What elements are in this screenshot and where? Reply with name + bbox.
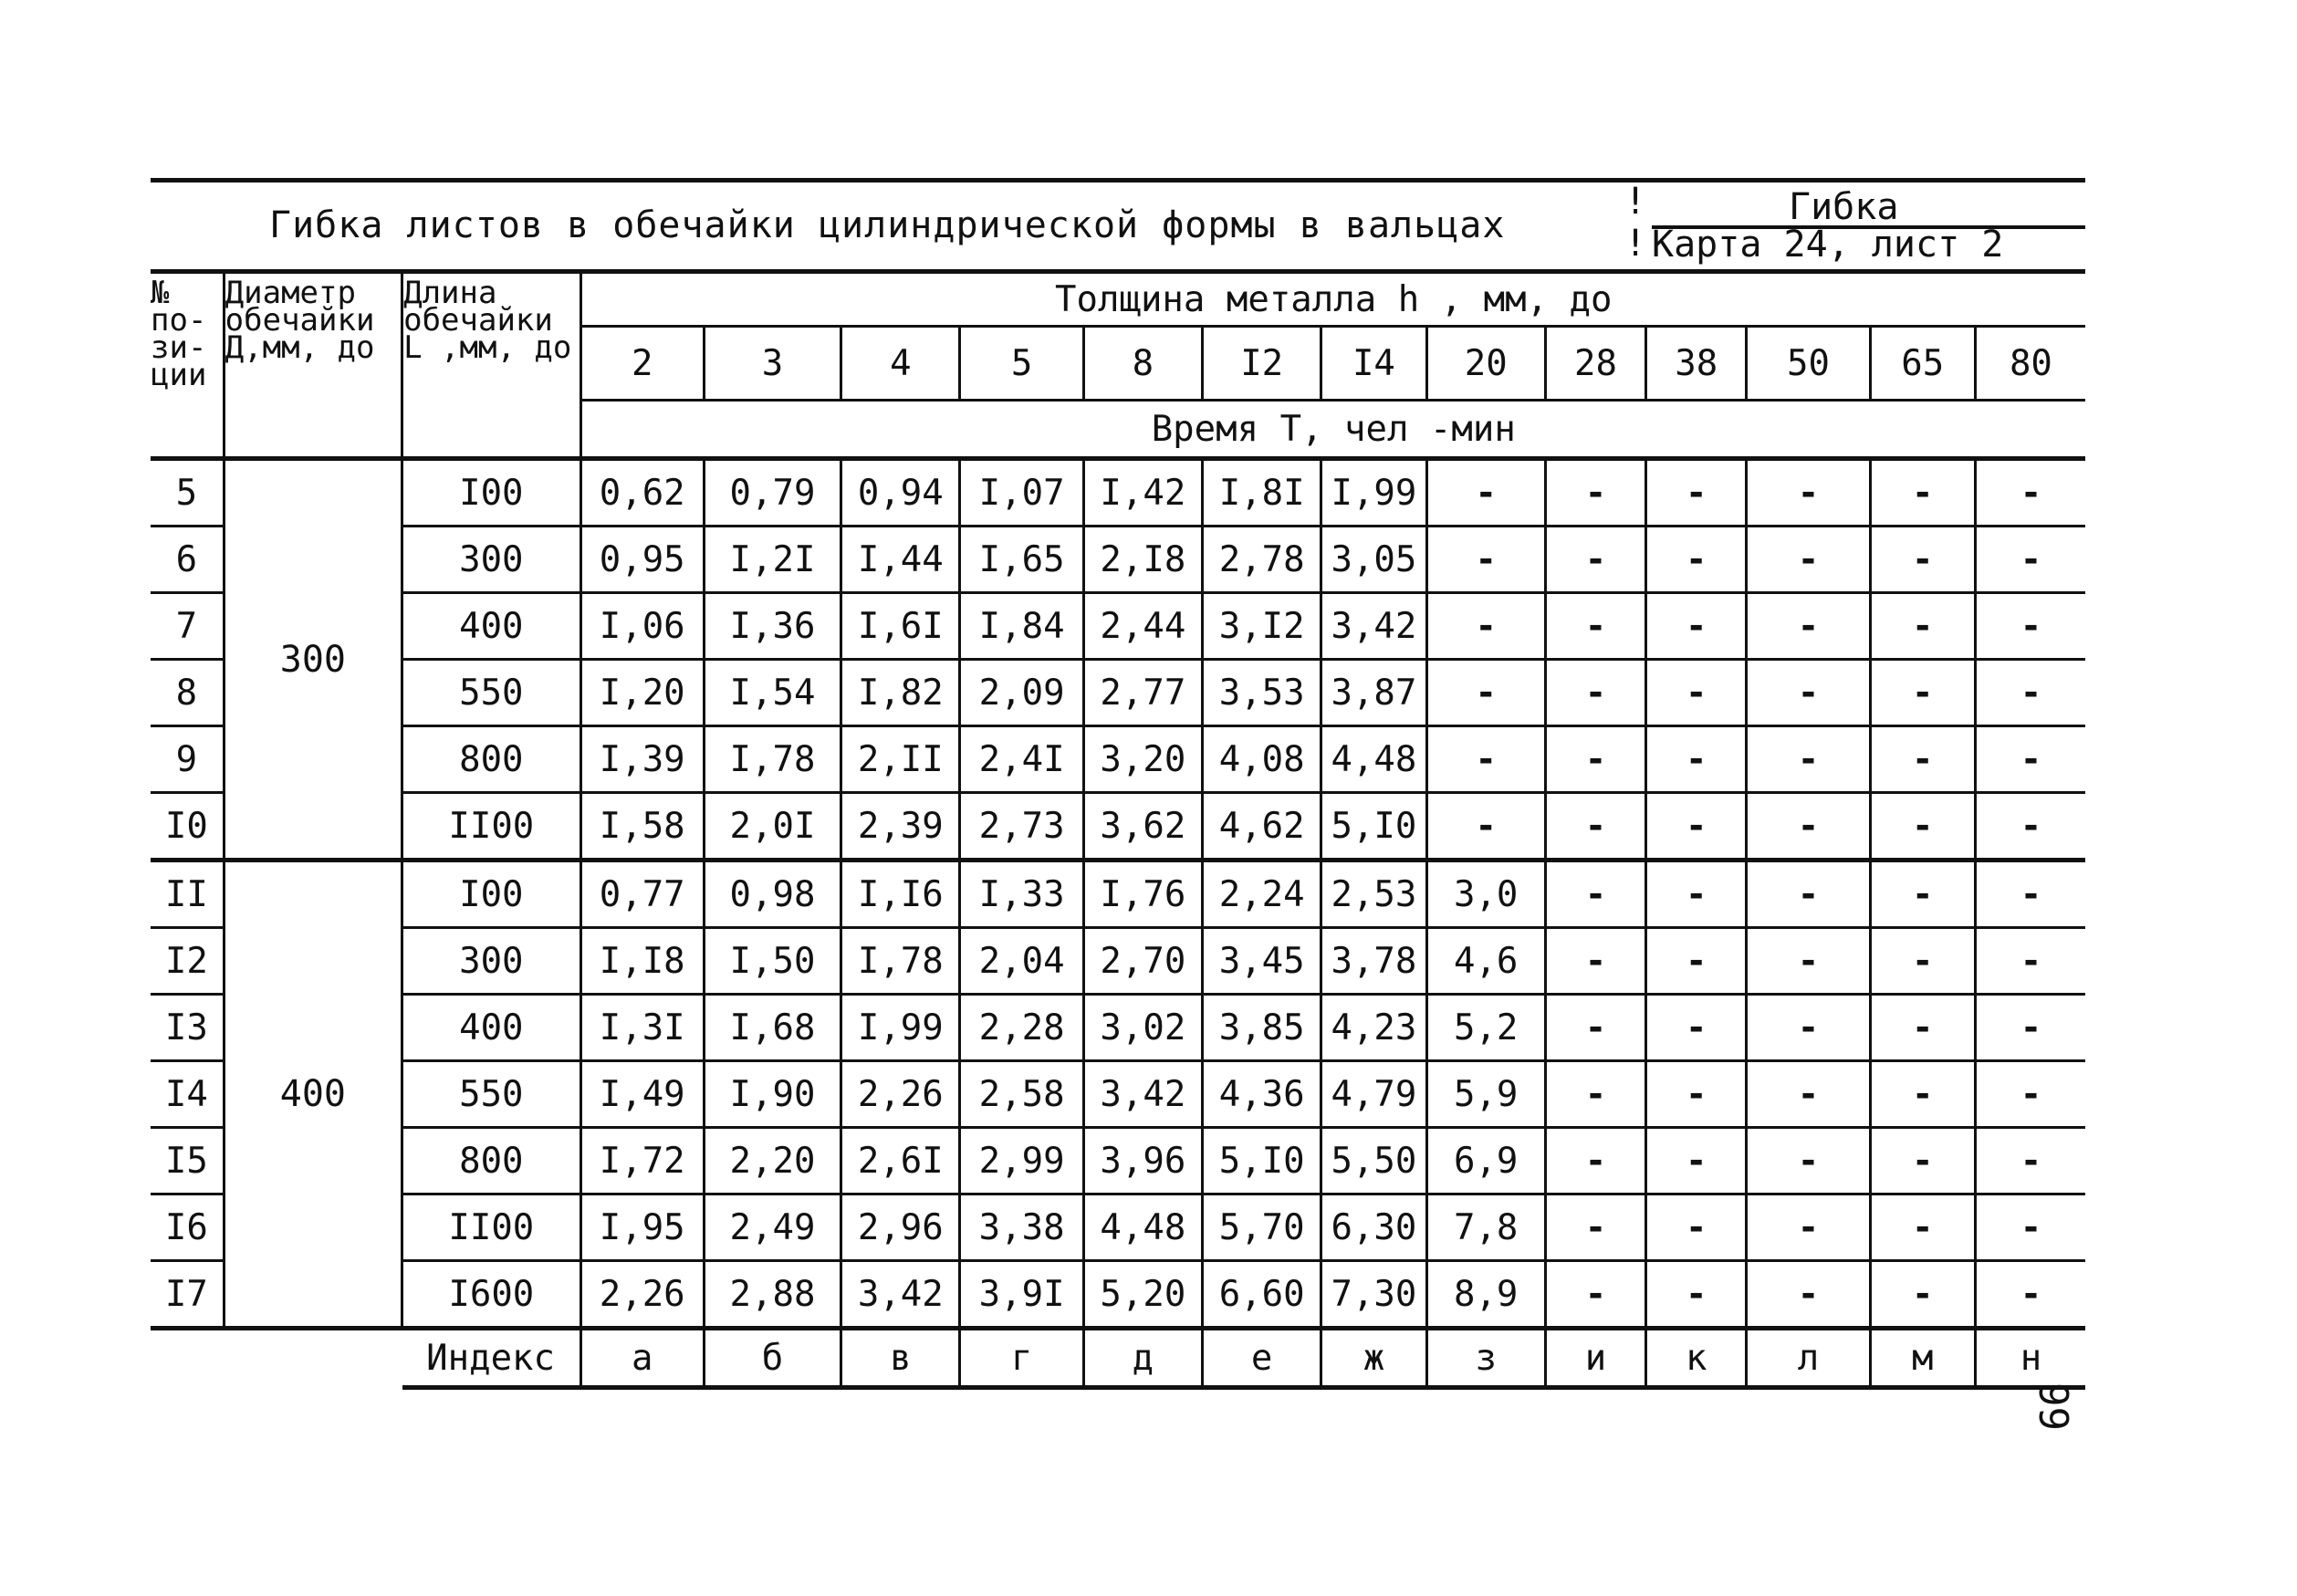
time-value: -	[1975, 861, 2085, 928]
time-value: -	[1747, 1061, 1870, 1128]
norm-card	[151, 178, 2085, 1390]
time-value: -	[1646, 660, 1747, 726]
time-value: I,49	[580, 1061, 704, 1128]
time-value: 3,9I	[960, 1261, 1083, 1329]
time-value: I,39	[580, 726, 704, 793]
thickness-value: 4	[841, 327, 960, 401]
index-letter: м	[1870, 1329, 1975, 1388]
time-value: -	[1747, 1261, 1870, 1329]
thickness-value: 2	[580, 327, 704, 401]
time-value: I,72	[580, 1128, 704, 1194]
time-value: 4,08	[1203, 726, 1321, 793]
time-value: -	[1870, 995, 1975, 1061]
index-letter: д	[1083, 1329, 1202, 1388]
length-value: 800	[402, 1128, 580, 1194]
position-number: I3	[151, 995, 224, 1061]
page-number: 99	[2030, 1382, 2076, 1431]
time-value: I,76	[1083, 861, 1202, 928]
time-value: 3,38	[960, 1194, 1083, 1261]
time-value: 8,9	[1426, 1261, 1545, 1329]
time-value: I,99	[841, 995, 960, 1061]
time-value: 4,79	[1321, 1061, 1426, 1128]
length-value: II00	[402, 1194, 580, 1261]
time-value: -	[1870, 726, 1975, 793]
time-value: 2,70	[1083, 928, 1202, 995]
time-value: I,42	[1083, 459, 1202, 527]
time-value: -	[1646, 1061, 1747, 1128]
time-value: 3,05	[1321, 527, 1426, 593]
time-value: -	[1426, 793, 1545, 861]
position-number: I0	[151, 793, 224, 861]
length-value: 300	[402, 928, 580, 995]
position-number: 5	[151, 459, 224, 527]
time-value: -	[1870, 527, 1975, 593]
time-value: -	[1975, 1194, 2085, 1261]
time-value: 5,9	[1426, 1061, 1545, 1128]
time-value: -	[1747, 793, 1870, 861]
table-row	[151, 459, 2085, 527]
time-value: -	[1975, 1061, 2085, 1128]
time-value: I,33	[960, 861, 1083, 928]
time-value: 5,50	[1321, 1128, 1426, 1194]
time-value: -	[1870, 660, 1975, 726]
length-header: Длина обечайки L ,мм, до	[402, 274, 580, 459]
table-row	[151, 793, 2085, 861]
time-value: I,84	[960, 593, 1083, 660]
time-value: 3,62	[1083, 793, 1202, 861]
time-value: I,95	[580, 1194, 704, 1261]
time-value: 2,96	[841, 1194, 960, 1261]
time-value: 3,I2	[1203, 593, 1321, 660]
time-value: 2,49	[704, 1194, 840, 1261]
length-value: I00	[402, 459, 580, 527]
time-value: -	[1646, 726, 1747, 793]
index-blank	[151, 1329, 224, 1388]
time-value: -	[1646, 527, 1747, 593]
time-value: 2,0I	[704, 793, 840, 861]
time-value: I,I8	[580, 928, 704, 995]
time-value: 2,28	[960, 995, 1083, 1061]
time-value: 2,6I	[841, 1128, 960, 1194]
index-letter: з	[1426, 1329, 1545, 1388]
index-letter: е	[1203, 1329, 1321, 1388]
time-value: 0,77	[580, 861, 704, 928]
time-value: 4,6	[1426, 928, 1545, 995]
length-value: I600	[402, 1261, 580, 1329]
time-value: I,06	[580, 593, 704, 660]
card-title: Гибка листов в обечайки цилиндрической формы в вальцах	[269, 204, 1506, 246]
time-value: -	[1975, 726, 2085, 793]
length-value: 300	[402, 527, 580, 593]
card-header	[151, 178, 2085, 274]
index-letter: н	[1975, 1329, 2085, 1388]
time-value: I,2I	[704, 527, 840, 593]
time-value: 2,I8	[1083, 527, 1202, 593]
time-value: 7,30	[1321, 1261, 1426, 1329]
time-value: 3,96	[1083, 1128, 1202, 1194]
time-value: 2,24	[1203, 861, 1321, 928]
index-letter: и	[1545, 1329, 1645, 1388]
time-value: -	[1545, 928, 1645, 995]
time-value: -	[1870, 928, 1975, 995]
position-number: I5	[151, 1128, 224, 1194]
time-value: -	[1870, 1061, 1975, 1128]
time-value: -	[1747, 1194, 1870, 1261]
time-value: 5,2	[1426, 995, 1545, 1061]
table-row	[151, 1128, 2085, 1194]
time-value: -	[1747, 1128, 1870, 1194]
position-number: I2	[151, 928, 224, 995]
time-value: 4,48	[1083, 1194, 1202, 1261]
time-value: 2,73	[960, 793, 1083, 861]
time-value: 6,9	[1426, 1128, 1545, 1194]
thickness-value: 50	[1747, 327, 1870, 401]
time-value: -	[1646, 1194, 1747, 1261]
time-value: 5,I0	[1203, 1128, 1321, 1194]
position-number: 9	[151, 726, 224, 793]
time-value: 2,26	[580, 1261, 704, 1329]
time-value: 2,39	[841, 793, 960, 861]
separator-mark: !	[1624, 181, 1647, 223]
time-value: -	[1545, 593, 1645, 660]
time-value: 6,30	[1321, 1194, 1426, 1261]
table-row	[151, 527, 2085, 593]
time-value: I,50	[704, 928, 840, 995]
time-value: 2,78	[1203, 527, 1321, 593]
length-value: 800	[402, 726, 580, 793]
time-value: -	[1545, 726, 1645, 793]
time-value: 4,36	[1203, 1061, 1321, 1128]
table-row	[151, 861, 2085, 928]
time-value: 5,I0	[1321, 793, 1426, 861]
separator-mark: !	[1624, 223, 1647, 265]
position-number: I7	[151, 1261, 224, 1329]
time-value: I,44	[841, 527, 960, 593]
time-value: -	[1747, 593, 1870, 660]
time-value: 2,53	[1321, 861, 1426, 928]
time-value: -	[1747, 459, 1870, 527]
time-value: 3,87	[1321, 660, 1426, 726]
length-value: 400	[402, 593, 580, 660]
table-row	[151, 1061, 2085, 1128]
table-row	[151, 928, 2085, 995]
length-value: 400	[402, 995, 580, 1061]
time-value: -	[1545, 459, 1645, 527]
time-value: 3,85	[1203, 995, 1321, 1061]
thickness-value: 5	[960, 327, 1083, 401]
time-unit-header: Время Т, чел -мин	[580, 401, 2085, 459]
time-value: -	[1870, 1194, 1975, 1261]
time-value: -	[1426, 660, 1545, 726]
time-value: 3,45	[1203, 928, 1321, 995]
section-name: Гибка	[1789, 186, 1899, 228]
length-value: 550	[402, 1061, 580, 1128]
time-value: -	[1975, 459, 2085, 527]
time-value: I,07	[960, 459, 1083, 527]
index-letter: г	[960, 1329, 1083, 1388]
index-letter: б	[704, 1329, 840, 1388]
time-value: -	[1975, 660, 2085, 726]
time-value: 6,60	[1203, 1261, 1321, 1329]
time-value: I,90	[704, 1061, 840, 1128]
time-value: -	[1870, 793, 1975, 861]
length-value: I00	[402, 861, 580, 928]
time-value: 3,53	[1203, 660, 1321, 726]
time-value: -	[1426, 593, 1545, 660]
position-number: 7	[151, 593, 224, 660]
table-row	[151, 593, 2085, 660]
table-row	[151, 660, 2085, 726]
diameter-header: Диаметр обечайки Д,мм, до	[224, 274, 402, 459]
time-value: 3,78	[1321, 928, 1426, 995]
time-value: -	[1646, 793, 1747, 861]
index-row	[151, 1329, 2085, 1388]
time-value: 2,88	[704, 1261, 840, 1329]
time-value: I,54	[704, 660, 840, 726]
time-value: 2,26	[841, 1061, 960, 1128]
thickness-value: 80	[1975, 327, 2085, 401]
time-value: I,68	[704, 995, 840, 1061]
time-value: -	[1975, 995, 2085, 1061]
time-value: -	[1975, 928, 2085, 995]
time-value: -	[1646, 995, 1747, 1061]
time-value: I,8I	[1203, 459, 1321, 527]
header-row	[151, 274, 2085, 327]
time-value: -	[1426, 527, 1545, 593]
thickness-value: 8	[1083, 327, 1202, 401]
thickness-value: 3	[704, 327, 840, 401]
time-value: 2,77	[1083, 660, 1202, 726]
time-value: -	[1870, 861, 1975, 928]
thickness-value: I2	[1203, 327, 1321, 401]
time-value: 0,94	[841, 459, 960, 527]
time-value: -	[1646, 1261, 1747, 1329]
diameter-value: 400	[224, 861, 402, 1329]
diameter-value: 300	[224, 459, 402, 861]
time-value: 2,99	[960, 1128, 1083, 1194]
time-value: I,65	[960, 527, 1083, 593]
time-value: -	[1870, 593, 1975, 660]
table-row	[151, 726, 2085, 793]
time-value: -	[1545, 1261, 1645, 1329]
time-value: 5,70	[1203, 1194, 1321, 1261]
time-value: -	[1870, 1261, 1975, 1329]
time-value: I,I6	[841, 861, 960, 928]
time-value: -	[1545, 861, 1645, 928]
time-value: -	[1426, 726, 1545, 793]
position-header: № по- зи- ции	[151, 274, 224, 459]
time-value: -	[1747, 928, 1870, 995]
time-value: I,3I	[580, 995, 704, 1061]
time-value: -	[1545, 1194, 1645, 1261]
table-row	[151, 1194, 2085, 1261]
time-value: -	[1545, 793, 1645, 861]
time-value: -	[1747, 660, 1870, 726]
thickness-value: 65	[1870, 327, 1975, 401]
time-value: -	[1870, 459, 1975, 527]
time-value: -	[1545, 660, 1645, 726]
time-value: I,78	[841, 928, 960, 995]
time-value: -	[1646, 928, 1747, 995]
time-value: -	[1747, 995, 1870, 1061]
position-number: 6	[151, 527, 224, 593]
time-value: 7,8	[1426, 1194, 1545, 1261]
position-number: 8	[151, 660, 224, 726]
time-value: -	[1545, 995, 1645, 1061]
time-value: 2,4I	[960, 726, 1083, 793]
position-number: II	[151, 861, 224, 928]
time-value: 3,20	[1083, 726, 1202, 793]
time-value: 0,95	[580, 527, 704, 593]
time-value: -	[1975, 527, 2085, 593]
time-value: 4,23	[1321, 995, 1426, 1061]
time-norms-table	[151, 274, 2085, 1390]
thickness-value: 20	[1426, 327, 1545, 401]
time-value: 0,62	[580, 459, 704, 527]
time-value: -	[1545, 1128, 1645, 1194]
time-value: -	[1646, 593, 1747, 660]
time-value: I,36	[704, 593, 840, 660]
time-value: -	[1975, 793, 2085, 861]
time-value: I,82	[841, 660, 960, 726]
time-value: I,20	[580, 660, 704, 726]
time-value: 3,42	[841, 1261, 960, 1329]
time-value: -	[1747, 726, 1870, 793]
length-value: 550	[402, 660, 580, 726]
time-value: 2,58	[960, 1061, 1083, 1128]
time-value: 3,02	[1083, 995, 1202, 1061]
index-letter: в	[841, 1329, 960, 1388]
card-sheet-number: Карта 24, лист 2	[1652, 224, 2004, 266]
time-value: -	[1545, 1061, 1645, 1128]
time-value: 2,II	[841, 726, 960, 793]
time-value: 4,62	[1203, 793, 1321, 861]
time-value: -	[1747, 861, 1870, 928]
index-letter: а	[580, 1329, 704, 1388]
index-blank	[224, 1329, 402, 1388]
time-value: I,99	[1321, 459, 1426, 527]
index-letter: л	[1747, 1329, 1870, 1388]
thickness-value: 28	[1545, 327, 1645, 401]
time-value: -	[1426, 459, 1545, 527]
time-value: -	[1545, 527, 1645, 593]
time-value: I,6I	[841, 593, 960, 660]
time-value: -	[1747, 527, 1870, 593]
thickness-value: I4	[1321, 327, 1426, 401]
time-value: -	[1975, 1128, 2085, 1194]
time-value: 0,79	[704, 459, 840, 527]
thickness-value: 38	[1646, 327, 1747, 401]
time-value: 2,20	[704, 1128, 840, 1194]
thickness-header: Толщина металла h , мм, до	[580, 274, 2085, 327]
time-value: -	[1975, 593, 2085, 660]
index-letter: ж	[1321, 1329, 1426, 1388]
index-letter: к	[1646, 1329, 1747, 1388]
table-row	[151, 1261, 2085, 1329]
time-value: 4,48	[1321, 726, 1426, 793]
time-value: 2,09	[960, 660, 1083, 726]
time-value: -	[1646, 459, 1747, 527]
length-value: II00	[402, 793, 580, 861]
time-value: -	[1646, 861, 1747, 928]
table-row	[151, 995, 2085, 1061]
time-value: I,78	[704, 726, 840, 793]
position-number: I6	[151, 1194, 224, 1261]
time-value: -	[1870, 1128, 1975, 1194]
position-number: I4	[151, 1061, 224, 1128]
time-value: 2,44	[1083, 593, 1202, 660]
time-value: 3,42	[1083, 1061, 1202, 1128]
time-value: 3,0	[1426, 861, 1545, 928]
time-value: 5,20	[1083, 1261, 1202, 1329]
time-value: 2,04	[960, 928, 1083, 995]
time-value: -	[1975, 1261, 2085, 1329]
time-value: 0,98	[704, 861, 840, 928]
card-reference	[1624, 183, 2085, 269]
time-value: 3,42	[1321, 593, 1426, 660]
index-label: Индекс	[402, 1329, 580, 1388]
time-value: I,58	[580, 793, 704, 861]
time-value: -	[1646, 1128, 1747, 1194]
